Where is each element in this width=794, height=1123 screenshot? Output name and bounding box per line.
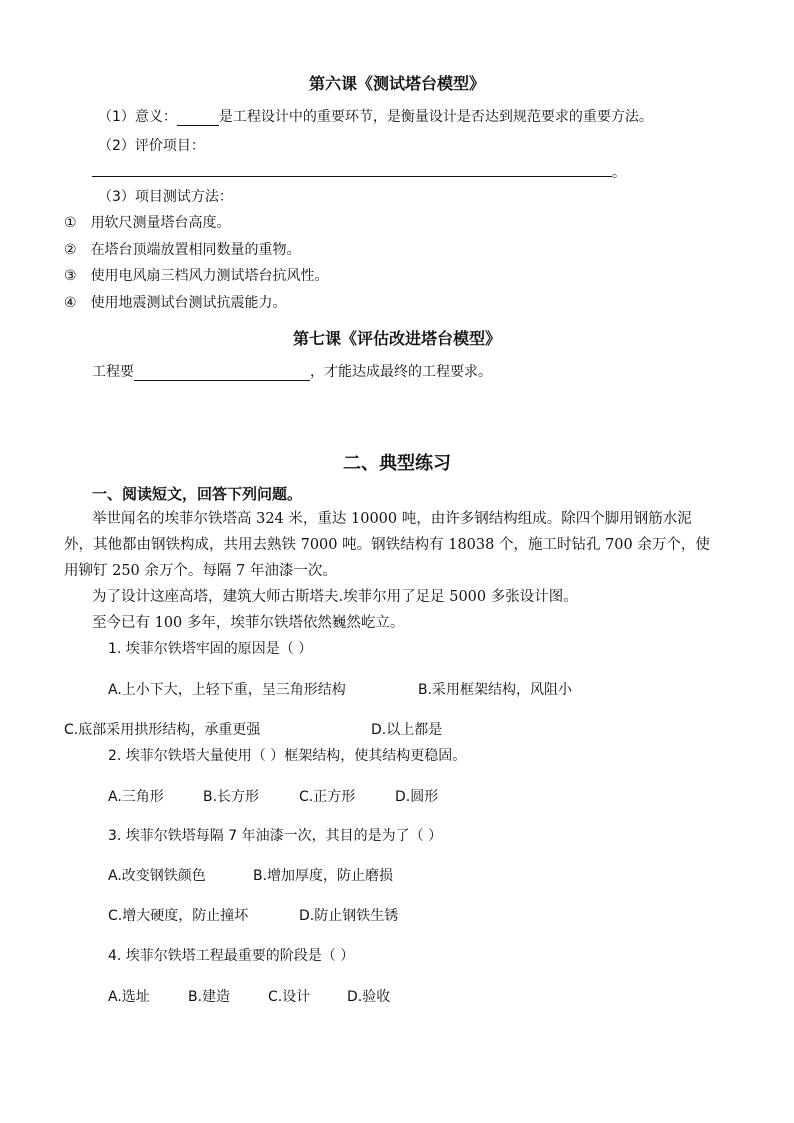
method-item: [64, 212, 231, 232]
method-text: 用软尺测量塔台高度。: [90, 215, 231, 231]
option-choice[interactable]: A.选址: [108, 989, 150, 1005]
option-choice[interactable]: D.验收: [347, 989, 391, 1005]
section2-title: 二、典型练习: [343, 453, 451, 474]
passage-line: 用铆钉 250 余万个。每隔 7 年油漆一次。: [64, 563, 337, 579]
option-choice[interactable]: B.采用框架结构，风阻小: [418, 682, 573, 698]
question-stem: 2. 埃菲尔铁塔大量使用（ ）框架结构，使其结构更稳固。: [108, 748, 467, 764]
option-choice[interactable]: B.长方形: [203, 789, 260, 805]
option-choice[interactable]: A.三角形: [108, 789, 164, 805]
option-choice[interactable]: A.改变钢铁颜色: [108, 868, 206, 884]
option-choice[interactable]: C.增大硬度，防止撞坏: [108, 908, 249, 924]
option-choice[interactable]: C.设计: [268, 989, 311, 1005]
lesson7-title: 第七课《评估改进塔台模型》: [292, 329, 501, 348]
option-choice[interactable]: D.以上都是: [371, 722, 443, 738]
option-choice[interactable]: B.增加厚度，防止磨损: [253, 868, 394, 884]
evaluation-label: （2）评价项目：: [98, 138, 205, 154]
lesson7-blank[interactable]: [134, 365, 310, 381]
evaluation-blank[interactable]: [92, 176, 612, 177]
method-number: ③: [64, 268, 77, 284]
option-choice[interactable]: B.建造: [188, 989, 231, 1005]
method-item: [64, 265, 329, 285]
passage-line: 至今已有 100 多年，埃菲尔铁塔依然巍然屹立。: [92, 615, 405, 631]
method-number: ①: [64, 215, 77, 231]
option-choice[interactable]: C.正方形: [299, 789, 356, 805]
meaning-blank[interactable]: [177, 110, 219, 126]
lesson7-prefix: 工程要: [92, 364, 134, 380]
question-stem: 3. 埃菲尔铁塔每隔 7 年油漆一次，其目的是为了（ ）: [108, 828, 443, 844]
option-choice[interactable]: D.圆形: [395, 789, 439, 805]
method-text: 在塔台顶端放置相同数量的重物。: [90, 242, 301, 258]
question-stem: 1. 埃菲尔铁塔牢固的原因是（ ）: [108, 641, 313, 657]
test-method-label: （3）项目测试方法：: [98, 189, 233, 205]
method-item: [64, 292, 287, 312]
method-item: [64, 239, 301, 259]
method-text: 使用地震测试台测试抗震能力。: [90, 295, 287, 311]
option-choice[interactable]: A.上小下大，上轻下重，呈三角形结构: [108, 682, 346, 698]
meaning-prefix: （1）意义：: [98, 109, 177, 125]
reading-heading: 一、阅读短文，回答下列问题。: [92, 485, 303, 503]
passage-line: 为了设计这座高塔，建筑大师古斯塔夫.埃菲尔用了足足 5000 多张设计图。: [92, 589, 578, 605]
question-stem: 4. 埃菲尔铁塔工程最重要的阶段是（ ）: [108, 948, 355, 964]
lesson7-suffix: ，才能达成最终的工程要求。: [310, 364, 492, 380]
option-choice[interactable]: D.防止钢铁生锈: [299, 908, 399, 924]
method-text: 使用电风扇三档风力测试塔台抗风性。: [90, 268, 329, 284]
option-choice[interactable]: C.底部采用拱形结构，承重更强: [64, 722, 261, 738]
lesson6-title: 第六课《测试塔台模型》: [308, 74, 485, 93]
passage-line: 举世闻名的埃菲尔铁塔高 324 米，重达 10000 吨，由许多钢结构组成。除四个脚用钢筋水泥: [92, 511, 692, 527]
passage-line: 外，其他都由钢铁构成，共用去熟铁 7000 吨。钢铁结构有 18038 个，施工时钻孔 700 余万个，使: [64, 537, 710, 553]
meaning-line: [98, 106, 653, 126]
lesson7-line: [92, 361, 492, 381]
evaluation-end: 。: [612, 165, 626, 181]
meaning-suffix: 是工程设计中的重要环节，是衡量设计是否达到规范要求的重要方法。: [218, 109, 653, 125]
method-number: ④: [64, 295, 77, 311]
method-number: ②: [64, 242, 77, 258]
